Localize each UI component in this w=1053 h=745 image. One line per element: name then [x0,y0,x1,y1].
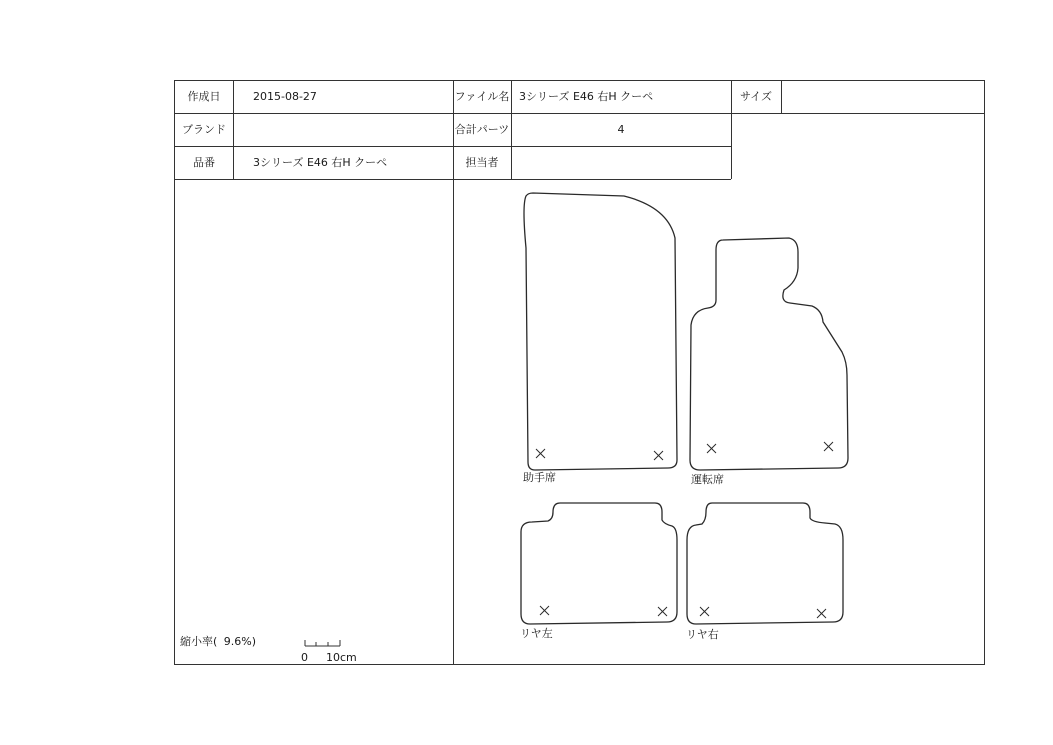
parts-label: 合計パーツ [454,123,510,136]
passenger-mat-label: 助手席 [523,471,556,484]
item-value: 3シリーズ E46 右H クーペ [253,156,388,169]
created-label: 作成日 [187,90,221,103]
file-label: ファイル名 [454,90,510,103]
passenger-mat-outline [524,193,677,470]
size-label: サイズ [739,90,773,103]
driver-mat-label: 運転席 [691,473,724,486]
scale-ratio-value: 9.6%) [223,635,257,648]
rear-left-mat-label: リヤ左 [520,627,553,640]
file-value: 3シリーズ E46 右H クーペ [519,90,654,103]
rear-left-mat-outline [521,503,677,624]
owner-label: 担当者 [465,156,499,169]
driver-mat-outline [690,238,848,470]
rear-right-mat-label: リヤ右 [686,628,719,641]
item-label: 品番 [193,156,215,169]
scale-label [180,633,256,649]
created-value: 2015-08-27 [253,90,317,103]
rear-right-mat-outline [687,503,843,624]
parts-value: 4 [617,123,625,136]
brand-label: ブランド [182,123,226,136]
scale-bar [305,640,340,646]
scale-ratio-label: 縮小率( [180,635,218,648]
scale-ticks-label: 0 10cm [301,651,357,664]
